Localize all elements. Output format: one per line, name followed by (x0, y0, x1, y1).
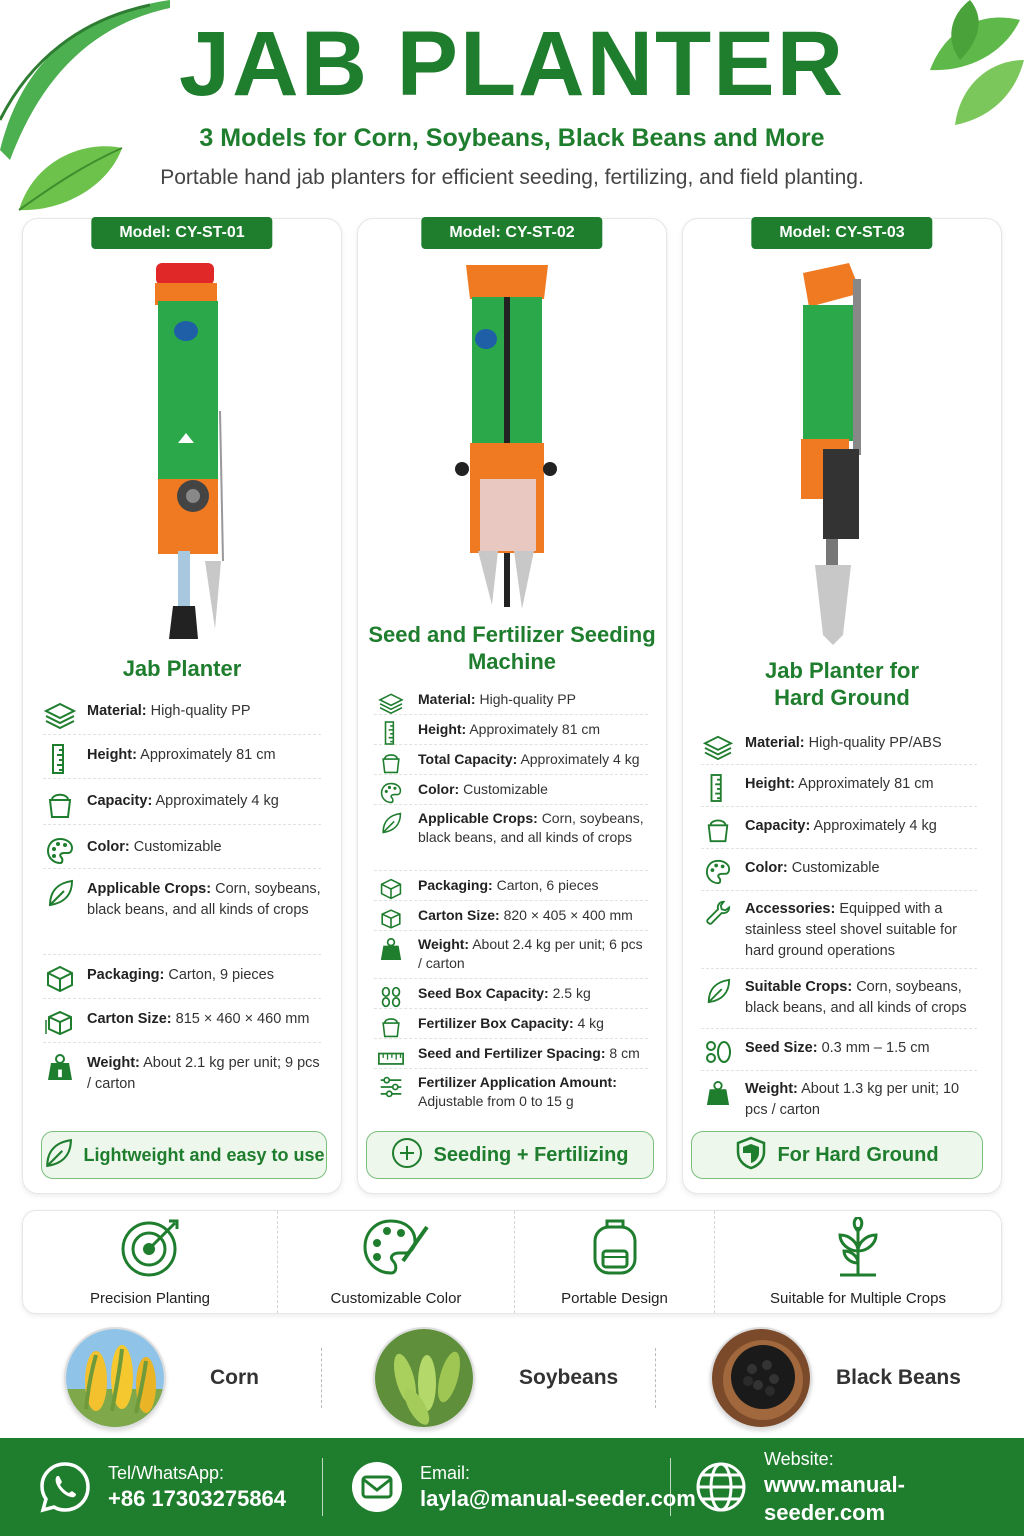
feature-label: Portable Design (561, 1290, 668, 1307)
feature-portable-design (515, 1211, 715, 1313)
spec-seed-box-capacity (374, 979, 648, 1009)
seed-size-icon (701, 1038, 735, 1066)
feature-customizable-color (278, 1211, 515, 1313)
feature-label: Precision Planting (89, 1290, 211, 1307)
crop-label: Black Beans (836, 1366, 961, 1389)
divider (655, 1348, 656, 1408)
spec-label: Total Capacity: (418, 751, 518, 767)
carton-size-icon (374, 905, 408, 933)
divider (321, 1348, 322, 1408)
spec-label: Applicable Crops: (87, 881, 212, 897)
bucket-icon (374, 1013, 408, 1041)
spec-value: Approximately 81 cm (798, 776, 934, 792)
spec-label: Height: (87, 747, 137, 763)
feature-label: Suitable for Multiple Crops (770, 1290, 946, 1307)
spec-value: High-quality PP (479, 691, 576, 707)
spec-height (43, 735, 321, 779)
ruler-icon (701, 774, 735, 802)
spec-value: About 2.4 kg per unit; 6 pcs / carton (418, 936, 643, 971)
ruler-icon (43, 745, 77, 773)
spec-label: Capacity: (87, 793, 153, 809)
feature-badge-label: Seeding + Fertilizing (433, 1143, 629, 1166)
spec-value: Corn, soybeans, black beans, and all kinds of crops (745, 979, 967, 1016)
crops-row (0, 1326, 1024, 1430)
page-subtitle: 3 Models for Corn, Soybeans, Black Beans and More (199, 124, 825, 152)
contact-website-label: Website: (764, 1449, 834, 1469)
crop-label: Soybeans (519, 1366, 619, 1389)
palette-icon (701, 858, 735, 886)
bucket-icon (374, 749, 408, 777)
spec-label: Color: (745, 860, 788, 876)
seed-fertilizer-machine-image (358, 259, 668, 619)
feature-multiple-crops (715, 1211, 1001, 1313)
weight-icon (374, 935, 408, 963)
spec-label: Material: (87, 703, 147, 719)
page-title: JAB PLANTER (178, 13, 846, 115)
spec-value: Approximately 4 kg (155, 793, 279, 809)
leaf-icon (43, 879, 77, 907)
spec-value: 2.5 kg (552, 985, 591, 1001)
spec-list (701, 725, 977, 1127)
spec-weight (374, 931, 648, 979)
spec-label: Weight: (87, 1055, 140, 1071)
plus-circle-icon (391, 1137, 423, 1174)
spec-material (43, 689, 321, 735)
contact-website-value[interactable]: www.manual-seeder.com (764, 1472, 905, 1525)
carton-size-icon (43, 1009, 77, 1037)
spec-value: Approximately 4 kg (813, 818, 937, 834)
spec-material (374, 685, 648, 715)
spec-color (374, 775, 648, 805)
spec-value: Customizable (791, 860, 880, 876)
spec-value: Approximately 81 cm (140, 747, 276, 763)
spec-weight (43, 1043, 321, 1103)
contact-phone-value[interactable]: +86 17303275864 (108, 1486, 287, 1511)
spec-value: Carton, 6 pieces (496, 877, 599, 893)
contact-email-label: Email: (420, 1463, 471, 1483)
spec-label: Packaging: (418, 877, 493, 893)
feature-badge (366, 1131, 654, 1179)
spec-label: Color: (418, 781, 460, 797)
product-name: Jab Planter for Hard Ground (764, 658, 920, 710)
product-card-cy-st-02 (357, 218, 667, 1194)
crop-corn (64, 1326, 259, 1430)
spec-label: Packaging: (87, 967, 165, 983)
model-badge: Model: CY-ST-02 (421, 217, 602, 249)
model-badge: Model: CY-ST-01 (91, 217, 272, 249)
spec-material (701, 725, 977, 765)
spec-total-capacity (374, 745, 648, 775)
mail-icon (350, 1460, 404, 1514)
weight-icon (701, 1079, 735, 1107)
spec-value: High-quality PP/ABS (808, 735, 942, 751)
spec-label: Seed and Fertilizer Spacing: (418, 1045, 606, 1061)
spec-label: Carton Size: (87, 1011, 172, 1027)
spec-value: 820 × 405 × 400 mm (503, 907, 633, 923)
spec-crops (43, 869, 321, 955)
whatsapp-icon (38, 1460, 92, 1514)
spec-carton-size (374, 901, 648, 931)
spec-value: About 2.1 kg per unit; 9 pcs / carton (87, 1055, 320, 1092)
spec-label: Weight: (745, 1081, 798, 1097)
spec-spacing (374, 1039, 648, 1069)
contact-phone[interactable] (38, 1438, 286, 1536)
product-card-cy-st-01 (22, 218, 342, 1194)
palette-brush-icon (363, 1217, 429, 1282)
weight-icon (43, 1053, 77, 1081)
box-icon (43, 965, 77, 993)
spec-carton-size (43, 999, 321, 1043)
leaf-icon (701, 977, 735, 1005)
spec-value: Corn, soybeans, black beans, and all kinds of crops (87, 881, 321, 918)
spec-label: Height: (745, 776, 795, 792)
crop-soybeans (373, 1326, 618, 1430)
spec-color (701, 849, 977, 891)
spec-packaging (374, 871, 648, 901)
spec-value: Corn, soybeans, black beans, and all kinds of crops (418, 810, 644, 845)
spec-value: Customizable (133, 839, 222, 855)
feature-badge-label: Lightweight and easy to use (83, 1144, 325, 1165)
feature-badge (41, 1131, 327, 1179)
spec-label: Carton Size: (418, 907, 500, 923)
spec-capacity (43, 779, 321, 825)
globe-icon (694, 1460, 748, 1514)
spec-accessories (701, 891, 977, 969)
spec-list (374, 685, 648, 1117)
spec-fertilizer-box-capacity (374, 1009, 648, 1039)
spec-label: Capacity: (745, 818, 811, 834)
feature-label: Customizable Color (330, 1290, 462, 1307)
spec-crops (374, 805, 648, 871)
palette-icon (43, 837, 77, 865)
contact-footer (0, 1438, 1024, 1536)
spec-value: About 1.3 kg per unit; 10 pcs / carton (745, 1081, 960, 1118)
spec-label: Height: (418, 721, 467, 737)
spec-label: Color: (87, 839, 130, 855)
spec-label: Material: (745, 735, 805, 751)
spec-label: Accessories: (745, 901, 836, 917)
spec-height (374, 715, 648, 745)
leaf-icon (43, 1138, 73, 1173)
spec-fertilizer-amount (374, 1069, 648, 1117)
product-name: Jab Planter (122, 656, 242, 681)
page-tagline: Portable hand jab planters for efficient seeding, fertilizing, and field planting. (160, 166, 864, 189)
spec-value: 0.3 mm – 1.5 cm (821, 1040, 930, 1056)
jab-planter-image (23, 261, 343, 643)
spec-value: Carton, 9 pieces (168, 967, 274, 983)
sprout-icon (826, 1217, 890, 1282)
sliders-icon (374, 1073, 408, 1101)
box-icon (374, 875, 408, 903)
shield-icon (735, 1136, 767, 1175)
contact-email[interactable] (350, 1438, 696, 1536)
spec-label: Material: (418, 691, 476, 707)
contact-phone-label: Tel/WhatsApp: (108, 1463, 225, 1483)
model-badge: Model: CY-ST-03 (751, 217, 932, 249)
leaf-icon (374, 809, 408, 837)
spec-value: 8 cm (609, 1045, 640, 1061)
product-card-cy-st-03 (682, 218, 1002, 1194)
hard-ground-planter-image (683, 259, 1003, 671)
spec-height (701, 765, 977, 807)
spec-label: Fertilizer Application Amount: (418, 1074, 617, 1090)
backpack-icon (587, 1217, 643, 1282)
target-icon (119, 1217, 181, 1282)
ruler-icon (374, 719, 408, 747)
layers-icon (701, 733, 735, 761)
divider (670, 1458, 671, 1516)
spec-packaging (43, 955, 321, 999)
spec-label: Seed Box Capacity: (418, 985, 549, 1001)
spec-weight (701, 1071, 977, 1127)
crop-black-beans (710, 1326, 961, 1430)
page-header (0, 0, 1024, 210)
spec-label: Seed Size: (745, 1040, 818, 1056)
spec-value: Equipped with a stainless steel shovel suitable for hard ground operations (745, 901, 957, 959)
spec-capacity (701, 807, 977, 849)
bucket-icon (43, 791, 77, 819)
bucket-icon (701, 816, 735, 844)
black-beans-image (710, 1327, 812, 1429)
spec-value: Approximately 81 cm (469, 721, 601, 737)
corn-image (64, 1327, 166, 1429)
palette-icon (374, 779, 408, 807)
features-bar (22, 1210, 1002, 1314)
product-name: Seed and Fertilizer Seeding Machine (368, 622, 656, 674)
spacing-ruler-icon (374, 1043, 408, 1071)
spec-label: Fertilizer Box Capacity: (418, 1015, 574, 1031)
contact-email-value[interactable]: layla@manual-seeder.com (420, 1486, 696, 1511)
seeds-icon (374, 983, 408, 1011)
spec-label: Weight: (418, 936, 470, 952)
crop-label: Corn (210, 1366, 259, 1389)
feature-badge-label: For Hard Ground (777, 1143, 939, 1166)
svg-text:▮: ▮ (57, 1068, 63, 1079)
spec-list (43, 689, 321, 1103)
layers-icon (374, 689, 408, 717)
spec-value: High-quality PP (150, 703, 251, 719)
spec-suitable-crops (701, 969, 977, 1029)
spec-value: Approximately 4 kg (520, 751, 640, 767)
wrench-icon (701, 899, 735, 927)
divider (322, 1458, 323, 1516)
spec-value: Customizable (463, 781, 548, 797)
contact-website[interactable] (694, 1438, 1024, 1536)
spec-label: Suitable Crops: (745, 979, 853, 995)
spec-color (43, 825, 321, 869)
feature-badge (691, 1131, 983, 1179)
spec-value: Adjustable from 0 to 15 g (418, 1093, 574, 1109)
layers-icon (43, 701, 77, 729)
spec-value: 815 × 460 × 460 mm (175, 1011, 310, 1027)
spec-seed-size (701, 1029, 977, 1071)
spec-label: Applicable Crops: (418, 810, 538, 826)
soybean-image (373, 1327, 475, 1429)
feature-precision-planting (23, 1211, 278, 1313)
spec-value: 4 kg (577, 1015, 604, 1031)
